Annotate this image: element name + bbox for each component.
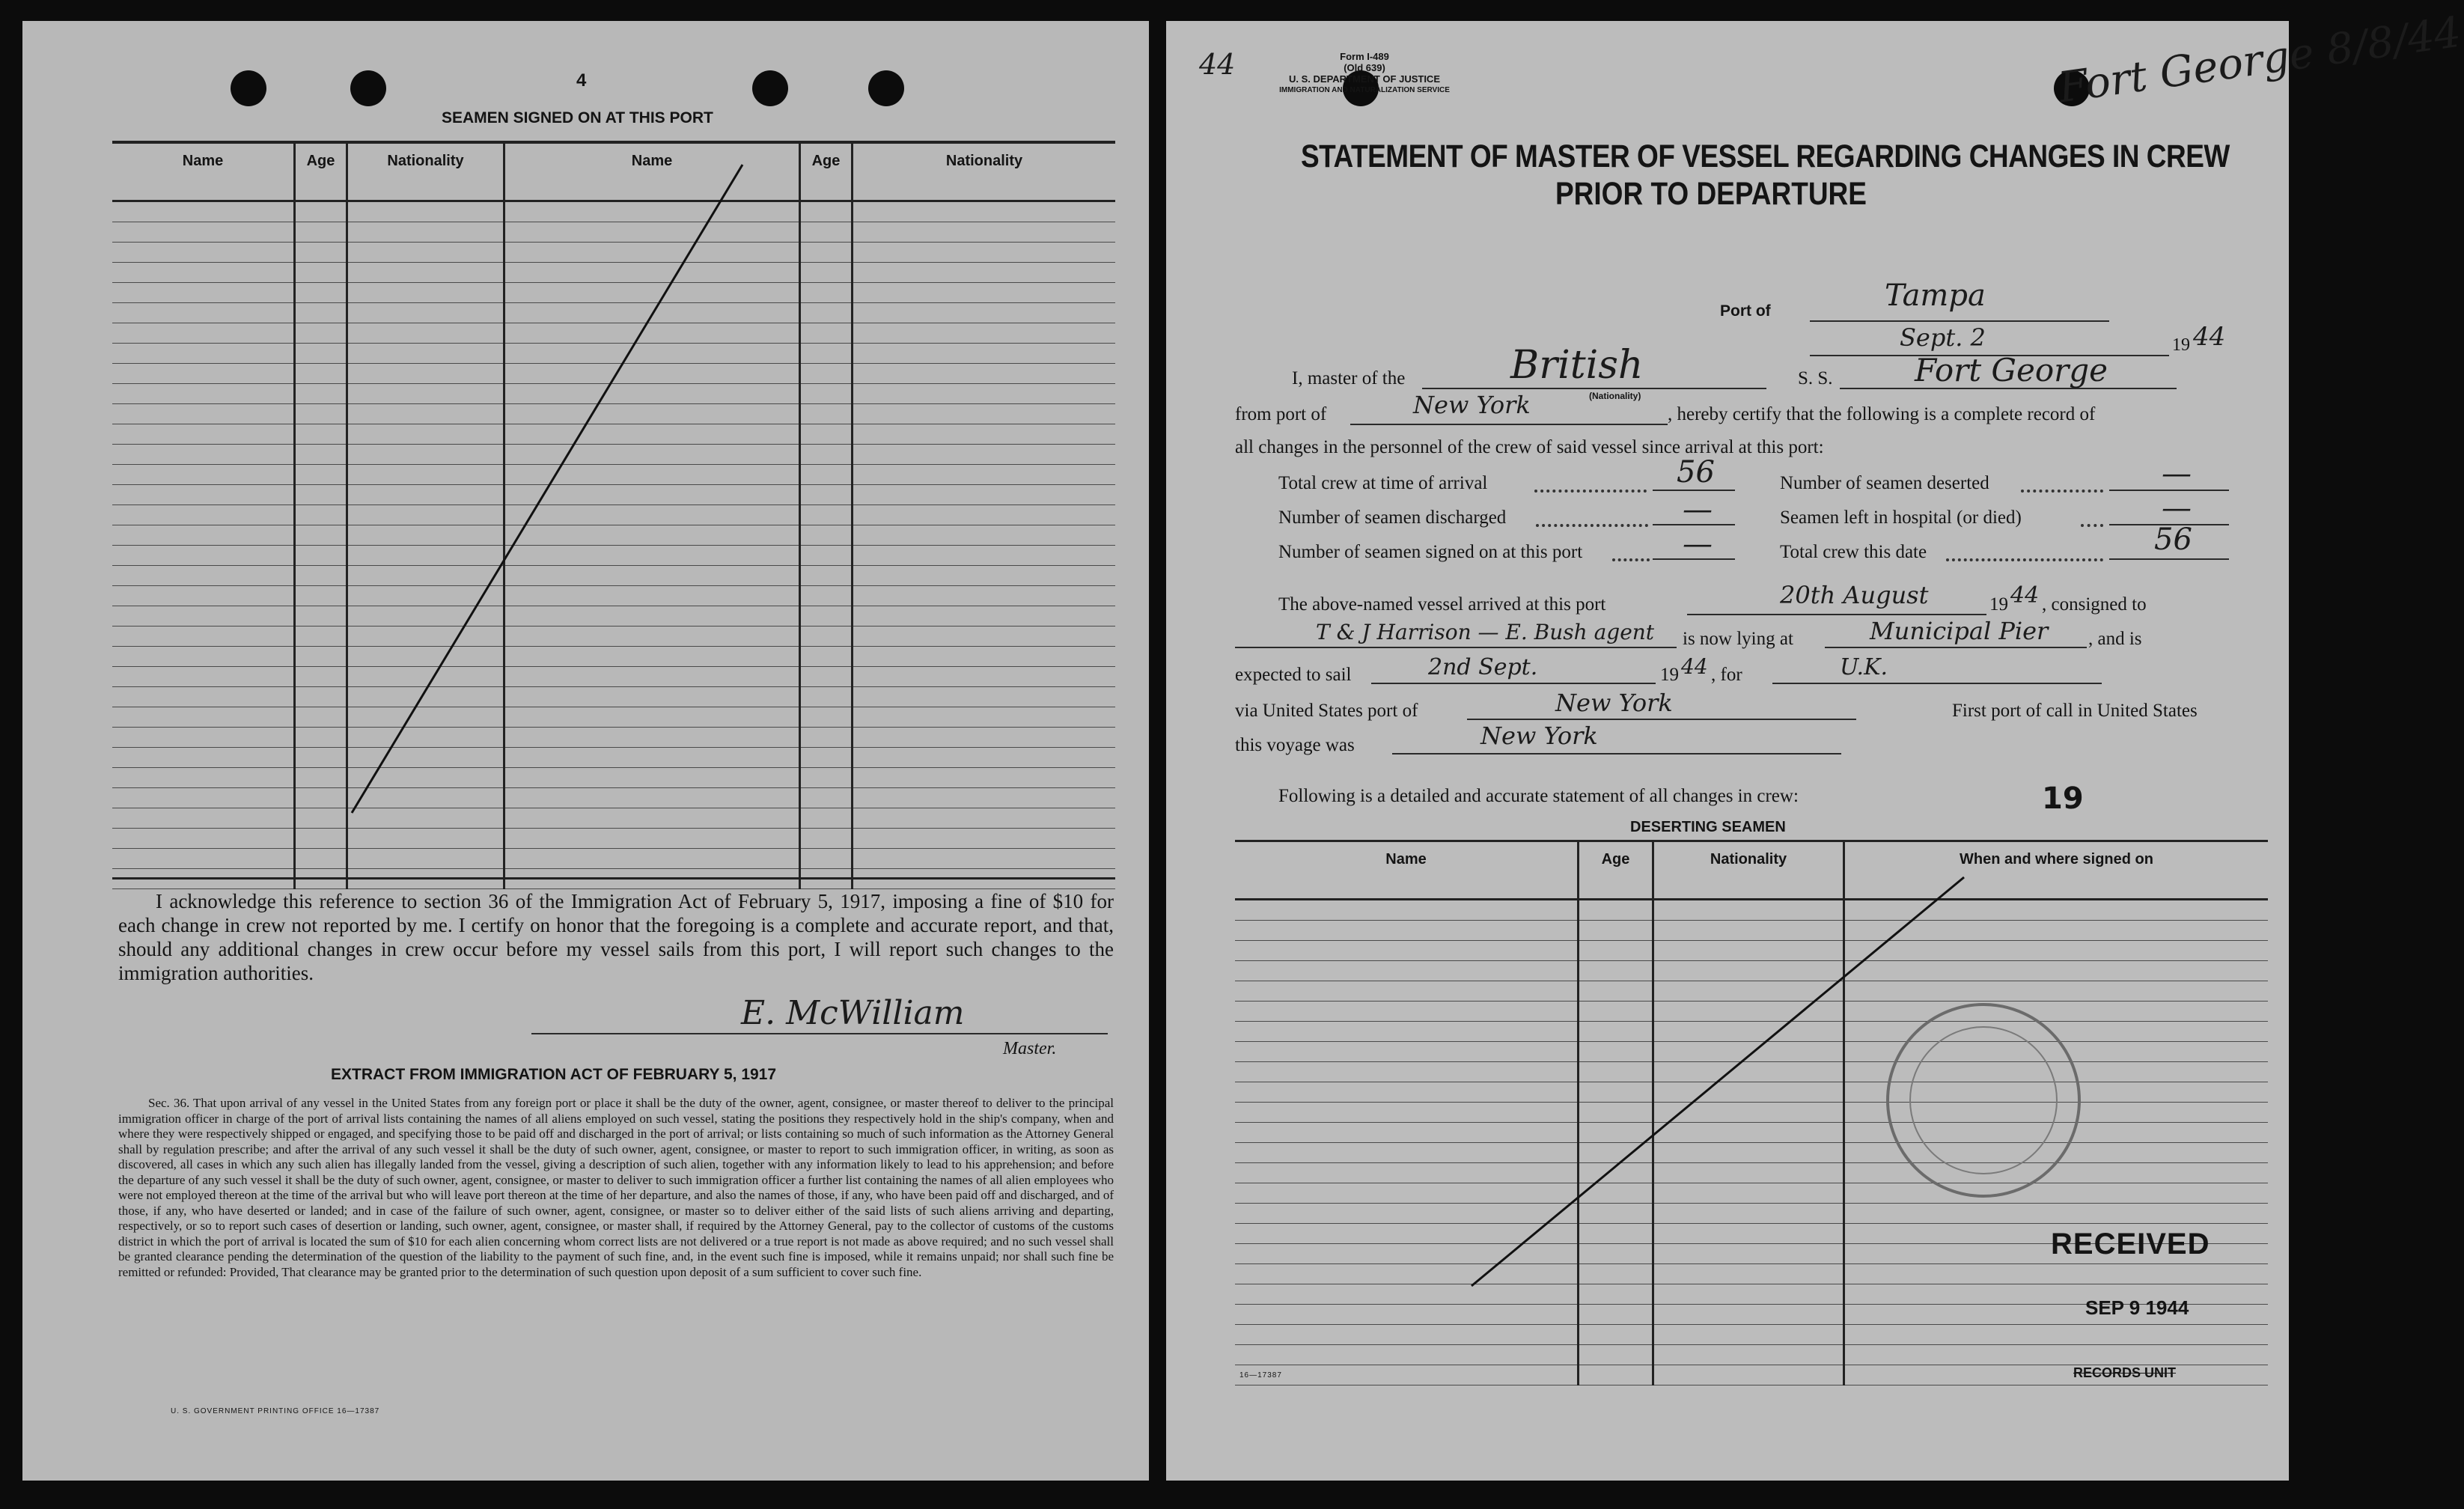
stat-value-hospital: — — [2162, 491, 2192, 525]
section-title: SEAMEN SIGNED ON AT THIS PORT — [442, 109, 713, 126]
strike-through-line — [1166, 21, 2289, 1481]
department: U. S. DEPARTMENT OF JUSTICE — [1289, 73, 1440, 85]
port-label: Port of — [1720, 302, 1771, 320]
corner-mark: 44 — [1199, 48, 1236, 81]
received-date: SEP 9 1944 — [2085, 1296, 2189, 1319]
stat-label-deserted: Number of seamen deserted — [1780, 473, 1989, 493]
table-cell — [347, 849, 504, 869]
sail-label: expected to sail — [1235, 665, 1352, 685]
col-header-age: Age — [295, 142, 347, 201]
for-label: , for — [1711, 665, 1742, 685]
first-port-label: First port of call in United States — [1952, 701, 2198, 721]
col-header-name: Name — [504, 142, 800, 201]
from-port-value: New York — [1413, 391, 1531, 419]
corner-note: Fort George 8/8/44 — [2055, 7, 2464, 113]
stat-label-discharged: Number of seamen discharged — [1278, 507, 1507, 528]
table-cell — [112, 849, 295, 869]
stat-value-deserted: — — [2162, 457, 2192, 491]
year-value: 44 — [2193, 322, 2226, 352]
via-label: via United States port of — [1235, 701, 1418, 721]
received-stamp: RECEIVED — [2051, 1228, 2210, 1260]
table-row — [112, 849, 1115, 869]
table-cell — [853, 849, 1116, 869]
form-title-line2: PRIOR TO DEPARTURE — [1555, 175, 1867, 211]
port-value: Tampa — [1885, 278, 1986, 313]
master-of-label: I, master of the — [1292, 368, 1406, 388]
form-title-line1: STATEMENT OF MASTER OF VESSEL REGARDING CHANGES IN CREW — [1301, 138, 2230, 174]
stat-label-total-today: Total crew this date — [1780, 542, 1927, 562]
master-signature: E. McWilliam — [741, 994, 965, 1032]
nationality-caption: (Nationality) — [1589, 391, 1641, 401]
via-value: New York — [1555, 689, 1673, 717]
stat-value-total-arrival: 56 — [1677, 455, 1715, 490]
from-port-label: from port of — [1235, 404, 1327, 424]
col-header-name: Name — [112, 142, 295, 201]
master-label: Master. — [1003, 1039, 1057, 1058]
stat-value-signed-on: — — [1683, 527, 1713, 561]
lying-label: is now lying at — [1683, 629, 1793, 649]
records-unit-stamp: RECORDS UNIT — [2073, 1365, 2177, 1380]
ship-name: Fort George — [1915, 352, 2108, 388]
stat-label-total-arrival: Total crew at time of arrival — [1278, 473, 1488, 493]
table-cell — [295, 849, 347, 869]
for-value: U.K. — [1840, 654, 1888, 680]
service: IMMIGRATION AND NATURALIZATION SERVICE — [1279, 86, 1450, 94]
table-cell — [800, 849, 853, 869]
and-is-label: , and is — [2088, 629, 2142, 649]
extract-text: Sec. 36. That upon arrival of any vessel in the United States from any foreign port or place it shall be the duty of the owner, agent, consignee, or master thereof to deliver to the principal immigration officer in charge of the port of arrival lists containing the names of all aliens employed on such vessel, stating the positions they respectively hold in the ship's company, when and where they were respectively shipped or engaged, and specifying those to be paid off and discharged in the port of arrival; or lists containing so much of such information as the Attorney General shall by regulation prescribe; and after the arrival of any such vessel it shall be the duty of such owner, agent, consignee, or master to report to such immigration officer, in writing, as soon as discovered, all cases in which any such alien has illegally landed from the vessel, giving a description of such alien, together with any information likely to lead to his apprehension; and before the departure of any such vessel it shall be the duty of such owner, agent, consignee, or master to deliver to such immigration officer a further list containing the names of all alien employees who were not employed thereon at the time of the arrival but who will leave port thereon at the time of her departure, and also the names of those, if any, who have been paid off and discharged, and of those, if any, who have deserted or landed; and in case of the failure of such owner, agent, consignee, or master so to deliver either of the said lists of such aliens arriving and departing, respectively, or so to report such cases of desertion or landing, such owner, agent, consignee, or master shall, if required by the Attorney General, pay to the collector of customs of the customs district in which the port of arrival is located the sum of $10 for each alien concerning whom correct lists are not delivered or a true report is not made as above required; and no such vessel shall be granted clearance pending the determination of the question of the liability to the payment of such fine, and, in the event such fine is imposed, while it remains unpaid; nor shall such fine be remitted or refunded: Provided, That clearance may be granted prior to the determination of such question upon deposit of a sum sufficient to cover such fine. — [118, 1096, 1114, 1279]
printing-office-line: U. S. GOVERNMENT PRINTING OFFICE 16—17387 — [171, 1407, 380, 1415]
right-page: 44 Form I-489 (Old 639) U. S. DEPARTMENT OF JUSTICE IMMIGRATION AND NATURALIZATION SERVICE Fort George 8/8/44 STATEMENT OF MASTER OF VESSEL REGARDING CHANGES IN CREW PRIOR TO DEPARTURE Port of Tampa Sept. 2 19 44 I, master of the British (Nationality) S. S. Fort George from port of New York , hereby certify that the following is a complete record of all changes in the personnel of the crew of said vessel since arrival at this port: Total crew at time of arrival 56 Number of seamen discharged — Number of seamen signed on at this port — Number of seamen deserted — Seamen left in hospital (or died) — Total crew this date 56 The above-named vessel arrived at this port 20th August 19 44 , consigned to T & J Harrison — E. Bush agent is now lying at Municipal Pier , and is expected to sail 2nd Sept. 19 44 , for U.K. via United States port of New York First port of call in United States this voyage was New York Following is a detailed and accurate statement of all changes in crew: 19 DESERTING SEAMEN Name Age Nationality When and where signed on RECEIVED SEP 9 1944 RECORDS UNIT 16—17387 — [1166, 21, 2289, 1481]
lying-value: Municipal Pier — [1870, 617, 2049, 645]
page-number: 4 — [576, 70, 587, 91]
stat-label-signed-on: Number of seamen signed on at this port — [1278, 542, 1583, 562]
voyage-label: this voyage was — [1235, 735, 1355, 755]
acknowledgement-text: I acknowledge this reference to section 36 of the Immigration Act of February 5, 1917, imposing a fine of $10 for each change in crew not reported by me. I certify on honor that the foregoing is a complete and accurate report, and that, should any additional changes in crew occur before my vessel sails from this port, I will report such changes to the immigration authorities. — [118, 890, 1114, 984]
col-header-signed-on: When and where signed on — [1844, 841, 2269, 900]
voyage-value: New York — [1480, 722, 1598, 750]
sail-value: 2nd Sept. — [1428, 654, 1538, 680]
col-header-nationality: Nationality — [1653, 841, 1844, 900]
stat-value-total-today: 56 — [2154, 522, 2192, 557]
consignee-value: T & J Harrison — E. Bush agent — [1316, 620, 1655, 644]
col-header-nationality: Nationality — [347, 142, 504, 201]
following-text: Following is a detailed and accurate statement of all changes in crew: — [1278, 786, 1799, 806]
stat-label-hospital: Seamen left in hospital (or died) — [1780, 507, 2022, 528]
nationality-value: British — [1510, 343, 1644, 388]
arrived-value: 20th August — [1780, 581, 1929, 609]
handwritten-count: 19 — [2042, 781, 2084, 816]
certify-text-2: all changes in the personnel of the crew of said vessel since arrival at this port: — [1235, 437, 1824, 457]
col-header-age: Age — [1579, 841, 1653, 900]
col-header-name: Name — [1235, 841, 1579, 900]
form-footer-number: 16—17387 — [1239, 1371, 1282, 1380]
col-header-age: Age — [800, 142, 853, 201]
certify-text: , hereby certify that the following is a complete record of — [1668, 404, 2096, 424]
consigned-label: , consigned to — [2042, 594, 2147, 615]
stat-value-discharged: — — [1683, 493, 1713, 527]
deserting-title: DESERTING SEAMEN — [1630, 819, 1786, 835]
form-old-number: (Old 639) — [1344, 62, 1385, 73]
year-prefix: 19 — [2172, 335, 2190, 355]
table-cell — [504, 849, 800, 869]
left-page — [22, 21, 1149, 1481]
date-value: Sept. 2 — [1900, 323, 1986, 352]
ss-label: S. S. — [1798, 368, 1833, 388]
col-header-nationality: Nationality — [853, 142, 1116, 201]
extract-title: EXTRACT FROM IMMIGRATION ACT OF FEBRUARY 5, 1917 — [331, 1066, 777, 1083]
strike-through-line — [22, 21, 1149, 844]
form-number: Form I-489 — [1340, 51, 1389, 62]
arrived-label: The above-named vessel arrived at this port — [1278, 594, 1606, 615]
